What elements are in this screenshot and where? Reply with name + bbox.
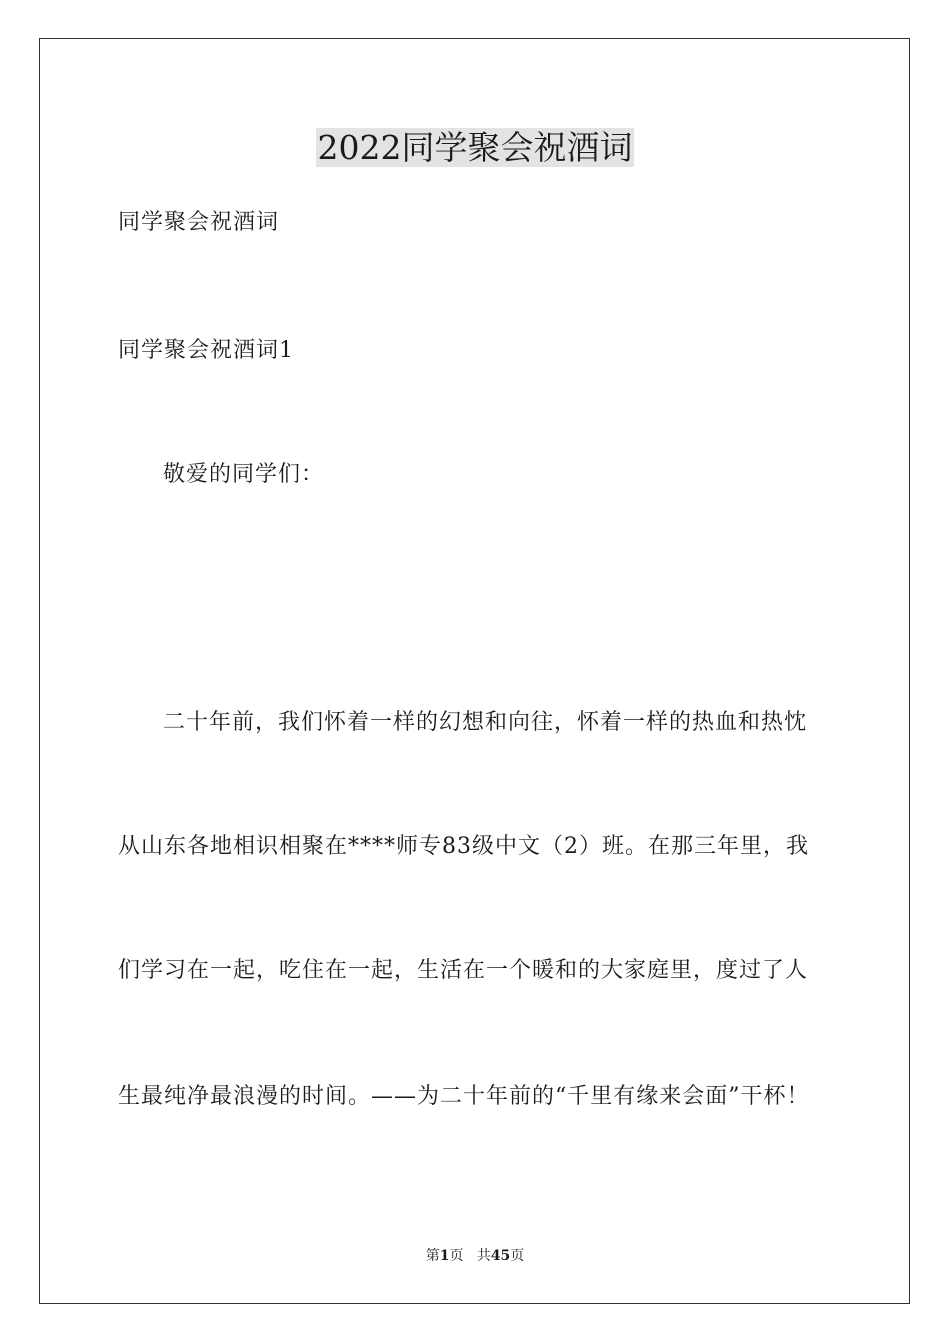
section-heading: 同学聚会祝酒词1 [118,338,294,363]
page-prefix: 第 [425,1248,440,1264]
total-suffix: 页 [510,1248,525,1264]
document-title-text: 2022同学聚会祝酒词 [317,128,633,167]
subtitle-line: 同学聚会祝酒词 [118,210,280,235]
paragraph-line: 生最纯净最浪漫的时间。——为二十年前的“千里有缘来会面”干杯！ [118,1084,810,1109]
paragraph-line: 们学习在一起，吃住在一起，生活在一个暖和的大家庭里，度过了人 [118,958,809,983]
paragraph-line: 二十年前，我们怀着一样的幻想和向往，怀着一样的热血和热忱 [163,710,808,735]
paragraph-line: 从山东各地相识相聚在****师专83级中文（2）班。在那三年里，我 [118,834,809,859]
salutation: 敬爱的同学们： [163,462,325,487]
total-prefix: 共 [476,1248,491,1264]
page-suffix: 页 [449,1248,464,1264]
page-current: 1 [439,1248,450,1264]
page-footer [0,1246,950,1266]
page-total: 45 [490,1248,511,1264]
document-title [0,126,950,170]
